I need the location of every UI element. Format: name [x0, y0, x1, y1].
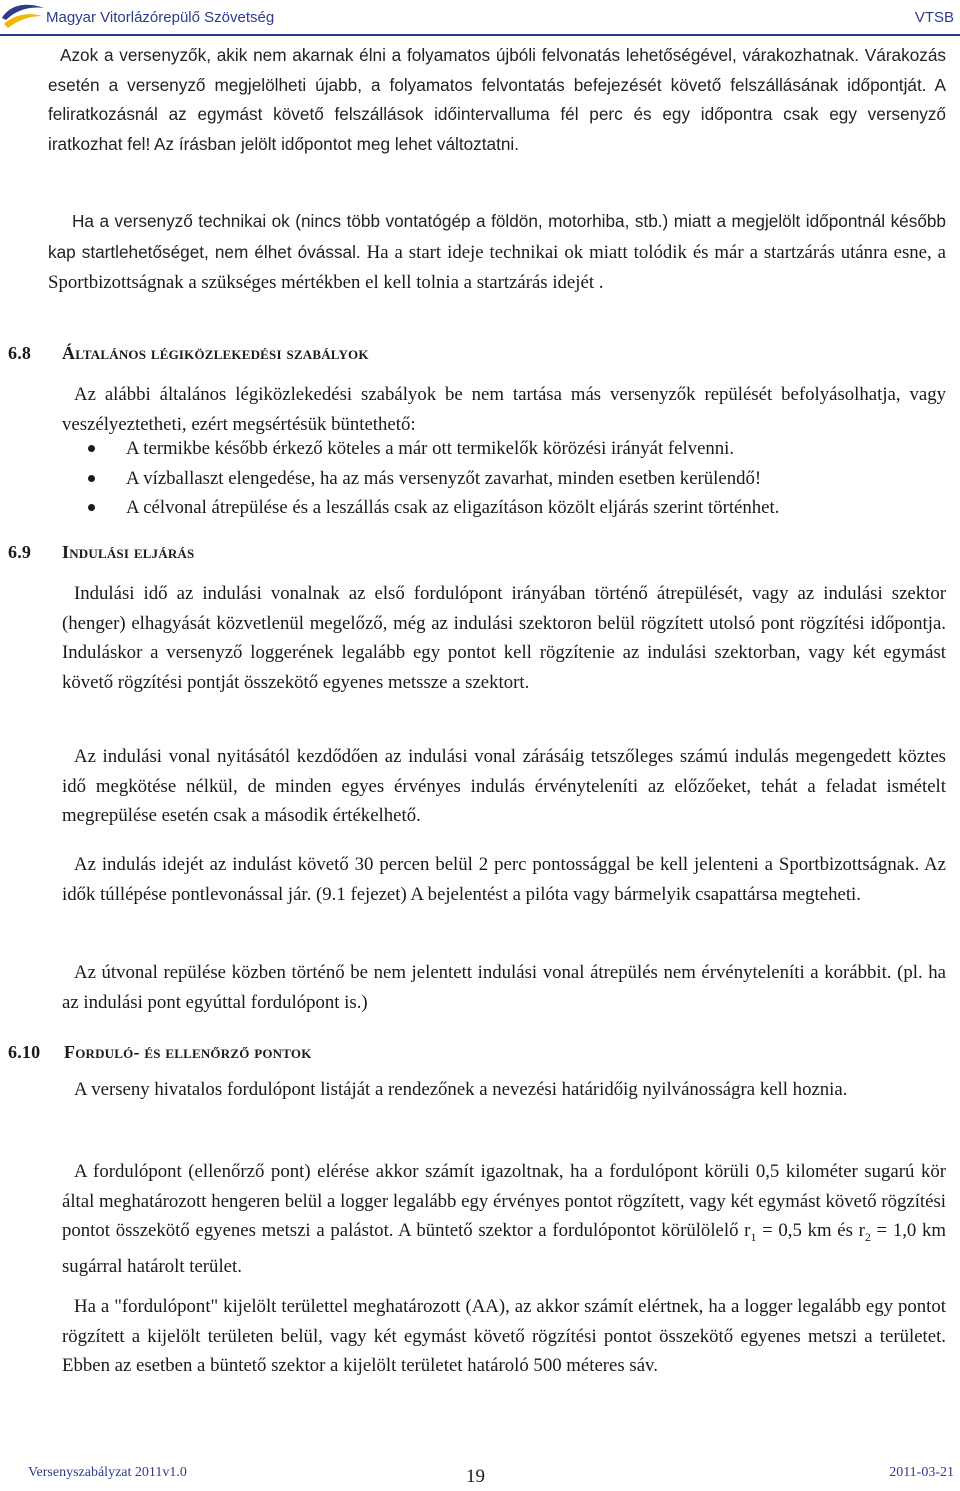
- section-6-9-paragraph-2: Az indulási vonal nyitásától kezdődően az indulási vonal zárásáig tetszőleges számú indulás megengedett köztes idő megkötése nélkül, de minden egyes érvényes indulás érvényteleníti az előzőeket, tehát a feladat ismételt megrepülése esetén csak a második értékelhető.: [62, 746, 946, 826]
- list-item: A célvonal átrepülése és a leszállás csak az eligazításon közölt eljárás szerint történhet.: [86, 493, 950, 523]
- intro-paragraph-1: Azok a versenyzők, akik nem akarnak élni a folyamatos újbóli felvonatás lehetőségével, várakozhatnak. Várakozás esetén a versenyző megjelölheti újabb, a folyamatos felvontatás befejezését követő felszállásának időpontját. A feliratkozásnál az egymást követő felszállások időintervalluma fél perc és egy időpontra csak egy versenyző iratkozhat fel! Az írásban jelölt időpontot meg lehet változtatni.: [48, 45, 946, 154]
- footer-date: 2011-03-21: [889, 1465, 954, 1480]
- rules-list: [86, 434, 950, 523]
- section-title: Általános légiközlekedési szabályok: [62, 343, 369, 363]
- section-6-9-paragraph-4: Az útvonal repülése közben történő be nem jelentett indulási vonal átrepülés nem érvényteleníti a korábbit. (pl. ha az indulási pont egyúttal fordulópont is.): [62, 962, 946, 1013]
- section-6-9-heading: [8, 542, 194, 563]
- section-number: 6.10: [8, 1042, 41, 1062]
- intro-paragraph-2-sans: Ha a versenyző technikai ok (nincs több vontatógép a földön, motorhiba, stb.) miatt a megjelölt időpontnál később kap startlehetőséget, nem élhet óvással.: [48, 211, 946, 262]
- glider-logo-icon: [0, 0, 46, 34]
- section-6-8-heading: [8, 343, 369, 364]
- header-abbreviation: VTSB: [914, 9, 954, 26]
- header-organization: Magyar Vitorlázórepülő Szövetség: [46, 9, 275, 26]
- page-header: [0, 0, 960, 40]
- section-6-10-paragraph-3: Ha a "fordulópont" kijelölt területtel meghatározott (AA), az akkor számít elértnek, ha a logger legalább egy pontot rögzített a kijelölt területen belül, vagy két egymást követő rögzítési pontot összekötő egyenes metszi a területet. Ebben az esetben a büntető szektor a kijelölt területet határoló 500 méteres sáv.: [62, 1296, 946, 1376]
- section-title: Indulási eljárás: [62, 542, 195, 562]
- page-number: 19: [466, 1466, 485, 1487]
- bullet-icon: [88, 445, 95, 452]
- section-6-10-paragraph-2: A fordulópont (ellenőrző pont) elérése akkor számít igazoltnak, ha a fordulópont körüli 0,5 kilométer sugarú kör által meghatározott hengeren belül a logger legalább egy érvényes pontot rögzített, vagy két egymást követő rögzítési pontot összekötő egyenes metszi a palástot. A büntető szektor a fordulópontot körülölelő $r_1 = 0,5$ km és $r_2 = 1,0$ km sugárral határolt terület.: [62, 1161, 946, 1278]
- list-item: A vízballaszt elengedése, ha az más versenyzőt zavarhat, minden esetben kerülendő!: [86, 464, 950, 494]
- section-6-10-paragraph-1: A verseny hivatalos fordulópont listáját a rendezőnek a nevezési határidőig nyilvánosságra kell hoznia.: [74, 1079, 848, 1100]
- list-item: A termikbe később érkező köteles a már ott termikelők körözési irányát felvenni.: [86, 434, 950, 464]
- section-6-9-paragraph-1: Indulási idő az indulási vonalnak az első fordulópont irányában történő átrepülését, vagy az indulási szektor (henger) elhagyását közvetlenül megelőző, még az indulási szektoron belül rögzített utolsó pont rögzítési időpontja. Induláskor a versenyző loggerének legalább egy pontot kell rögzítenie az indulási szektorban, vagy két egymást követő rögzítési pontját összekötő egyenes metssze a szektort.: [62, 583, 946, 693]
- section-number: 6.8: [8, 343, 32, 363]
- section-6-8-intro: Az alábbi általános légiközlekedési szabályok be nem tartása más versenyzők repülését befolyásolhatja, vagy veszélyeztetheti, ezért megsértésük büntethető:: [62, 384, 946, 435]
- section-6-10-heading: [8, 1042, 312, 1063]
- bullet-icon: [88, 504, 95, 511]
- intro-paragraph-2-serif: Ha a start ideje technikai ok miatt tolódik és már a startzárás utánra esne, a Sportbizottságnak a szükséges mértékben el kell tolnia a startzárás idejét .: [48, 241, 946, 293]
- header-divider: [0, 34, 960, 36]
- intro-paragraph-2: [48, 207, 946, 299]
- bullet-icon: [88, 475, 95, 482]
- section-title: Forduló- és ellenőrző pontok: [64, 1042, 312, 1062]
- footer-document-version: Versenyszabályzat 2011v1.0: [28, 1465, 187, 1480]
- section-number: 6.9: [8, 542, 32, 562]
- section-6-9-paragraph-3: Az indulás idejét az indulást követő 30 percen belül 2 perc pontossággal be kell jelenteni a Sportbizottságnak. Az idők túllépése pontlevonással jár. (9.1 fejezet) A bejelentést a pilóta vagy bármelyik csapattársa megteheti.: [62, 854, 946, 905]
